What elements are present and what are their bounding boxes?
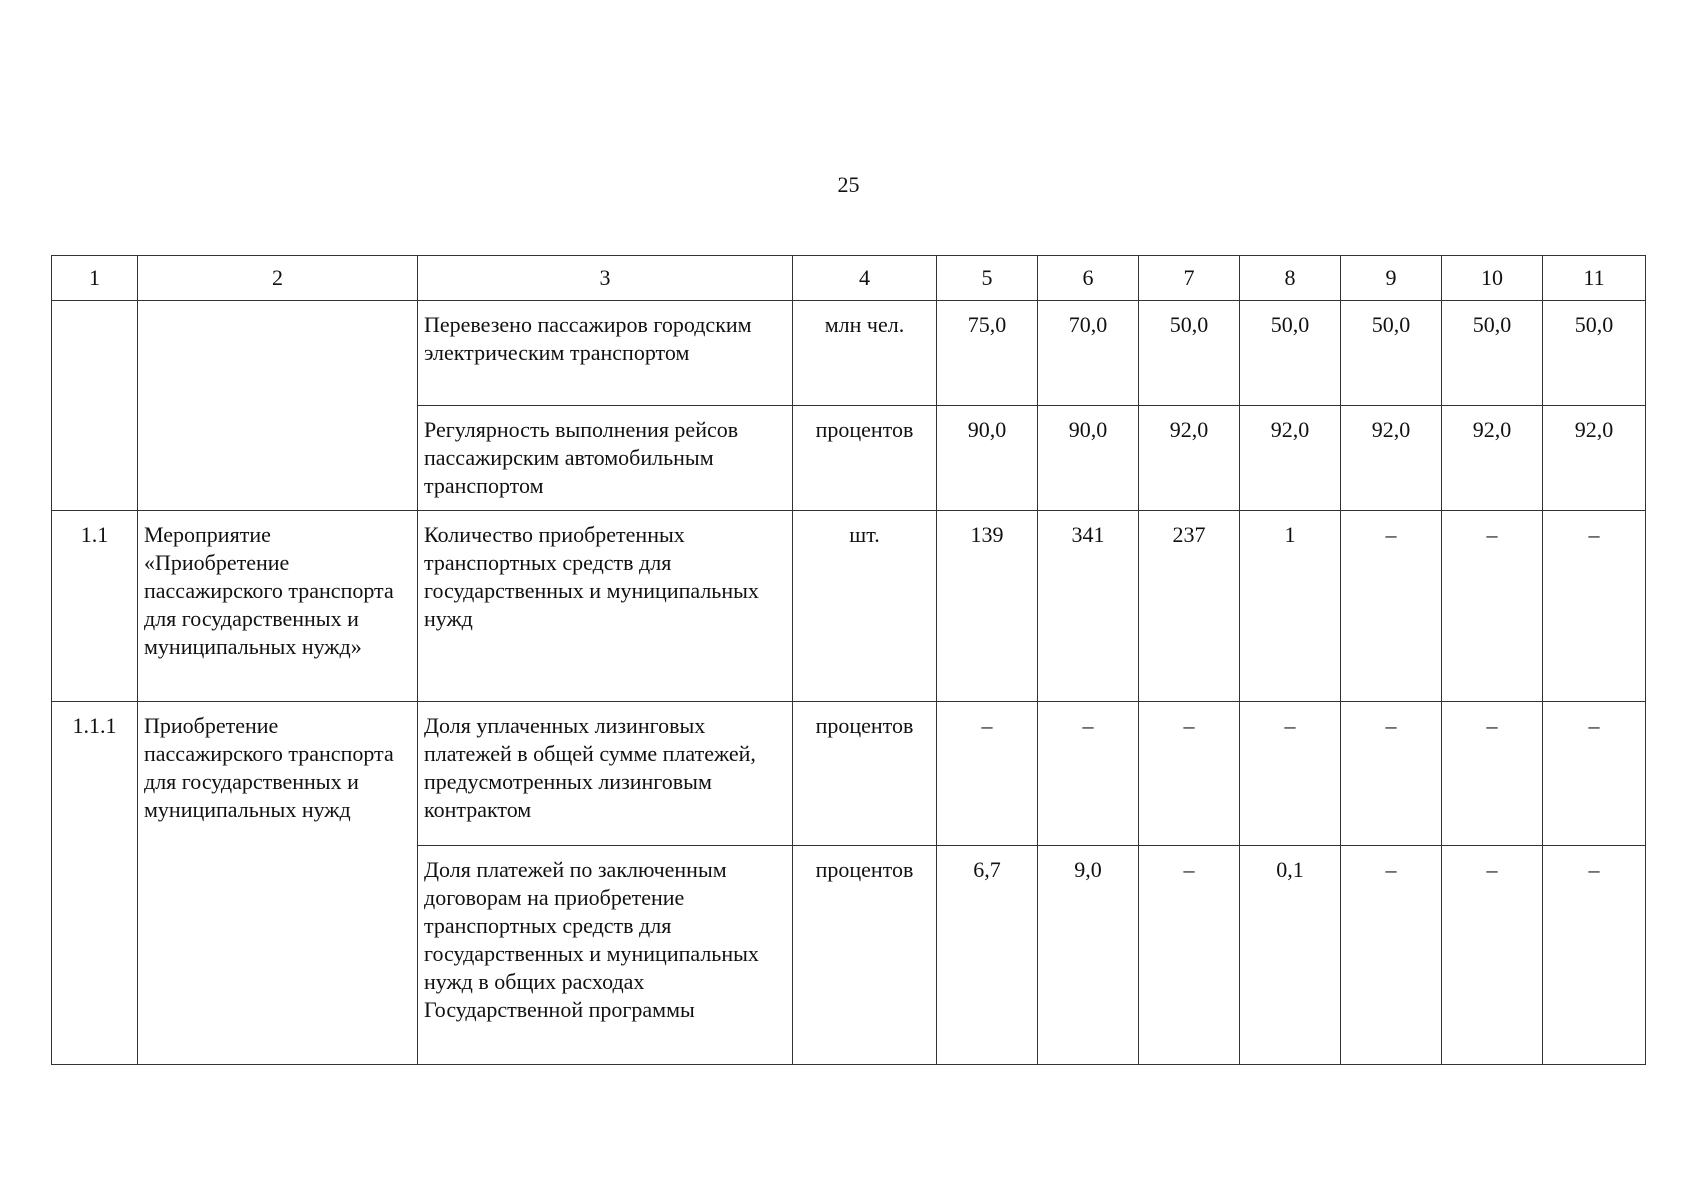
header-cell: 9 xyxy=(1341,256,1442,301)
page-number: 25 xyxy=(837,172,860,197)
indicator-cell: Перевезено пассажиров городским электрическим транспортом xyxy=(418,301,793,406)
value-cell: 92,0 xyxy=(1442,406,1543,511)
value-cell: 1 xyxy=(1240,511,1341,702)
number-cell xyxy=(52,301,138,511)
value-cell: 92,0 xyxy=(1341,406,1442,511)
value-cell: – xyxy=(1341,846,1442,1065)
value-cell: 6,7 xyxy=(937,846,1038,1065)
value-cell: 92,0 xyxy=(1543,406,1646,511)
header-cell: 7 xyxy=(1139,256,1240,301)
value-cell: 90,0 xyxy=(937,406,1038,511)
value-cell: 139 xyxy=(937,511,1038,702)
header-cell: 2 xyxy=(138,256,418,301)
value-cell: 341 xyxy=(1038,511,1139,702)
value-cell: 0,1 xyxy=(1240,846,1341,1065)
indicator-cell: Регулярность выполнения рейсов пассажирским автомобильным транспортом xyxy=(418,406,793,511)
value-cell: 75,0 xyxy=(937,301,1038,406)
indicator-cell: Количество приобретенных транспортных средств для государственных и муниципальных нужд xyxy=(418,511,793,702)
header-cell: 4 xyxy=(793,256,937,301)
value-cell: 50,0 xyxy=(1543,301,1646,406)
header-row xyxy=(52,256,1646,301)
table-row xyxy=(52,301,1646,406)
name-cell: Приобретение пассажирского транспорта для государственных и муниципальных нужд xyxy=(138,702,418,1065)
header-cell: 3 xyxy=(418,256,793,301)
unit-cell: шт. xyxy=(793,511,937,702)
value-cell: – xyxy=(1543,846,1646,1065)
number-cell: 1.1 xyxy=(52,511,138,702)
value-cell: – xyxy=(1341,511,1442,702)
unit-cell: процентов xyxy=(793,406,937,511)
indicator-cell: Доля уплаченных лизинговых платежей в общей сумме платежей, предусмотренных лизинговым контрактом xyxy=(418,702,793,846)
unit-cell: процентов xyxy=(793,702,937,846)
value-cell: 92,0 xyxy=(1139,406,1240,511)
value-cell: 90,0 xyxy=(1038,406,1139,511)
value-cell: – xyxy=(937,702,1038,846)
header-cell: 5 xyxy=(937,256,1038,301)
table-row xyxy=(52,702,1646,846)
value-cell: 92,0 xyxy=(1240,406,1341,511)
unit-cell: процентов xyxy=(793,846,937,1065)
value-cell: – xyxy=(1543,511,1646,702)
value-cell: – xyxy=(1038,702,1139,846)
header-cell: 1 xyxy=(52,256,138,301)
value-cell: 9,0 xyxy=(1038,846,1139,1065)
value-cell: 50,0 xyxy=(1240,301,1341,406)
unit-cell: млн чел. xyxy=(793,301,937,406)
value-cell: – xyxy=(1543,702,1646,846)
value-cell: – xyxy=(1139,846,1240,1065)
header-cell: 8 xyxy=(1240,256,1341,301)
value-cell: – xyxy=(1139,702,1240,846)
value-cell: – xyxy=(1240,702,1341,846)
value-cell: 70,0 xyxy=(1038,301,1139,406)
value-cell: 50,0 xyxy=(1442,301,1543,406)
value-cell: 237 xyxy=(1139,511,1240,702)
name-cell: Мероприятие «Приобретение пассажирского транспорта для государственных и муниципальных нужд» xyxy=(138,511,418,702)
indicator-cell: Доля платежей по заключенным договорам на приобретение транспортных средств для государственных и муниципальных нужд в общих расходах Государственной программы xyxy=(418,846,793,1065)
number-cell: 1.1.1 xyxy=(52,702,138,1065)
value-cell: 50,0 xyxy=(1341,301,1442,406)
value-cell: 50,0 xyxy=(1139,301,1240,406)
header-cell: 10 xyxy=(1442,256,1543,301)
value-cell: – xyxy=(1442,846,1543,1065)
value-cell: – xyxy=(1341,702,1442,846)
indicators-table xyxy=(51,255,1646,1065)
table-row xyxy=(52,511,1646,702)
value-cell: – xyxy=(1442,511,1543,702)
header-cell: 6 xyxy=(1038,256,1139,301)
header-cell: 11 xyxy=(1543,256,1646,301)
value-cell: – xyxy=(1442,702,1543,846)
name-cell xyxy=(138,301,418,511)
